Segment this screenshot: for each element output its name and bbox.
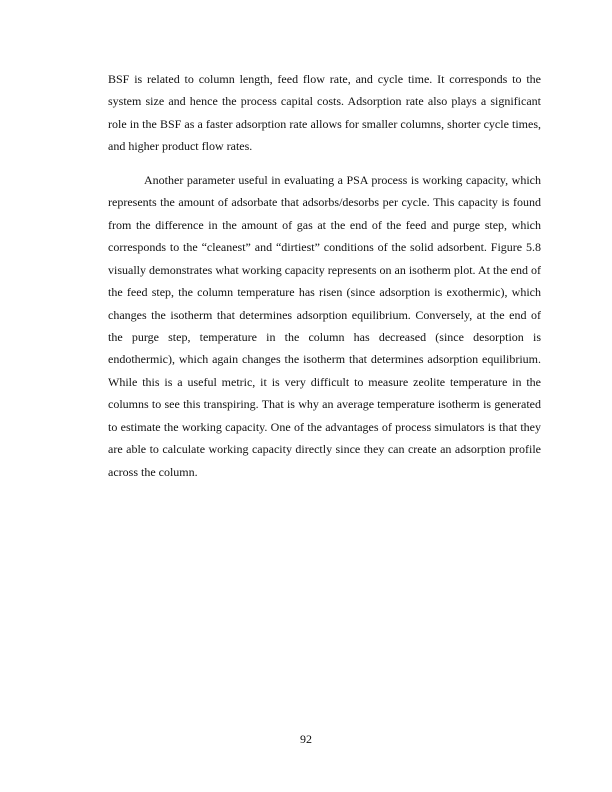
paragraph-bsf: BSF is related to column length, feed flow rate, and cycle time. It corresponds to the system size and hence the process capital costs. Adsorption rate also plays a significant role in the BSF as a faster adsorption rate allows for smaller columns, shorter cycle times, and higher product flow rates. xyxy=(108,72,541,154)
page-number: 92 xyxy=(300,732,312,746)
paragraph-working-capacity: Another parameter useful in evaluating a PSA process is working capacity, which represents the amount of adsorbate that adsorbs/desorbs per cycle. This capacity is found from the difference in the amount of gas at the end of the feed and purge step, which corresponds to the “cleanest” and “dirtiest” conditions of the solid adsorbent. Figure 5.8 visually demonstrates what working capacity represents on an isotherm plot. At the end of the feed step, the column temperature has risen (since adsorption is exothermic), which changes the isotherm that determines adsorption equilibrium. Conversely, at the end of the purge step, temperature in the column has decreased (since desorption is endothermic), which again changes the isotherm that determines adsorption equilibrium. While this is a useful metric, it is very difficult to measure zeolite temperature in the columns to see this transpiring. That is why an average temperature isotherm is generated to estimate the working capacity. One of the advantages of process simulators is that they are able to calculate working capacity directly since they can create an adsorption profile across the column. xyxy=(108,172,541,479)
body-text xyxy=(108,68,541,494)
